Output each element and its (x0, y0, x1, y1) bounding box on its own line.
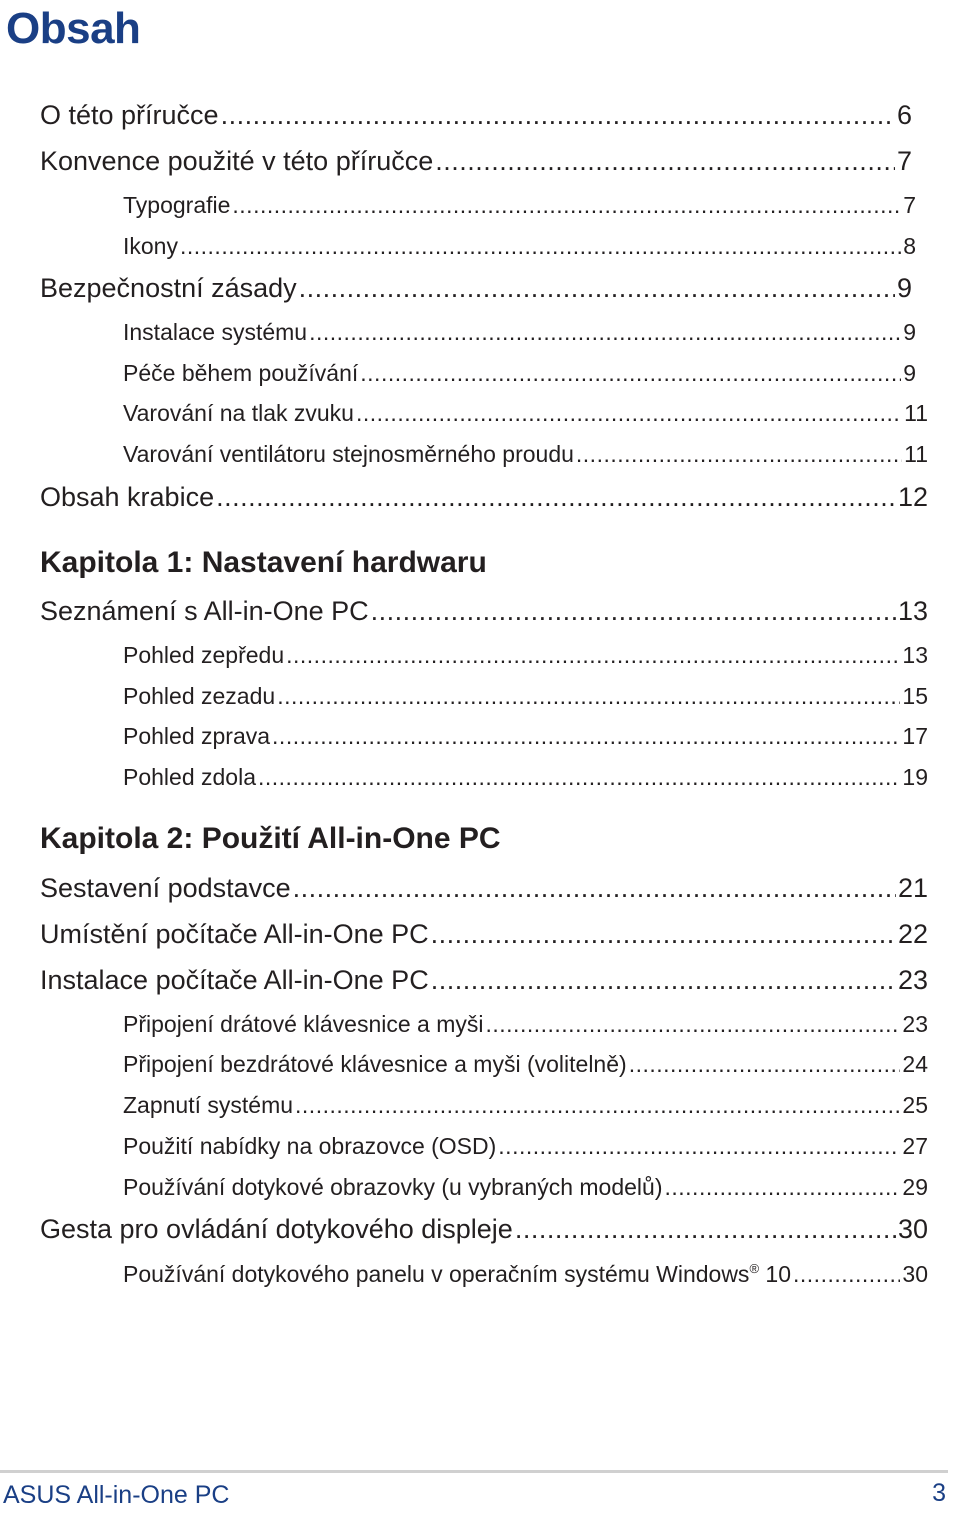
toc-entry-title: Připojení bezdrátové klávesnice a myši (volitelně) (123, 1051, 627, 1077)
toc-entry-title-main: Používání dotykového panelu v operačním systému Windows (123, 1261, 750, 1287)
toc-entry-title: Použití nabídky na obrazovce (OSD) (123, 1133, 497, 1159)
footer-product-name: ASUS All-in-One PC (3, 1481, 230, 1509)
toc-entry-page: 7 (896, 146, 912, 176)
toc-subentry[interactable] (123, 1089, 928, 1121)
toc-entry-page: 19 (902, 764, 928, 790)
toc-entry-title: Sestavení podstavce (40, 873, 291, 903)
toc-subentry[interactable] (123, 639, 928, 671)
toc-entry-title: Pohled zprava (123, 723, 271, 749)
dot-leader (299, 270, 895, 306)
toc-entry-page: 30 (897, 1214, 928, 1244)
dot-leader (293, 870, 896, 906)
footer-page-number: 3 (932, 1479, 946, 1507)
toc-entry-title: Pohled zdola (123, 764, 256, 790)
toc-entry-page: 7 (903, 192, 916, 218)
toc-entry[interactable] (40, 143, 912, 179)
toc-entry[interactable] (40, 916, 928, 952)
chapter-heading[interactable]: Kapitola 2: Použití All-in-One PC (40, 822, 501, 855)
toc-entry-page: 11 (904, 441, 928, 467)
toc-entry-title: Používání dotykové obrazovky (u vybraných modelů) (123, 1174, 663, 1200)
registered-mark: ® (749, 1261, 760, 1276)
toc-entry-page: 9 (903, 360, 916, 386)
toc-entry-title: Pohled zezadu (123, 683, 276, 709)
dot-leader (486, 1008, 901, 1040)
toc-entry-page: 13 (902, 642, 928, 668)
toc-entry-title: Zapnutí systému (123, 1092, 294, 1118)
toc-entry[interactable] (40, 479, 928, 515)
toc-subentry[interactable] (123, 720, 928, 752)
dot-leader (221, 97, 895, 133)
toc-subentry[interactable] (123, 1130, 928, 1162)
dot-leader (356, 397, 902, 429)
dot-leader (295, 1089, 900, 1121)
toc-entry-title: Instalace systému (123, 319, 308, 345)
dot-leader (258, 761, 900, 793)
toc-subentry[interactable] (123, 397, 928, 429)
dot-leader (793, 1258, 900, 1290)
dot-leader (277, 680, 900, 712)
toc-entry-title: Instalace počítače All-in-One PC (40, 965, 429, 995)
toc-entry-title: Varování ventilátoru stejnosměrného proudu (123, 441, 574, 467)
toc-entry-page: 21 (897, 873, 928, 903)
dot-leader (360, 357, 901, 389)
toc-entry[interactable] (40, 270, 912, 306)
chapter-heading[interactable]: Kapitola 1: Nastavení hardwaru (40, 546, 487, 579)
dot-leader (431, 916, 896, 952)
dot-leader (216, 479, 896, 515)
toc-entry-title: O této příručce (40, 100, 219, 130)
toc-subentry[interactable] (123, 316, 916, 348)
toc-entry-page: 25 (902, 1092, 928, 1118)
toc-entry-title-suffix: 10 (759, 1261, 792, 1287)
toc-entry[interactable] (40, 593, 928, 629)
toc-entry-title: Typografie (123, 192, 231, 218)
toc-entry-page: 9 (896, 273, 912, 303)
toc-entry-title: Varování na tlak zvuku (123, 400, 354, 426)
dot-leader (576, 438, 902, 470)
toc-entry-title: Pohled zepředu (123, 642, 285, 668)
toc-entry-page: 24 (902, 1051, 928, 1077)
dot-leader (629, 1048, 901, 1080)
dot-leader (371, 593, 896, 629)
toc-subentry[interactable] (123, 189, 916, 221)
toc-subentry[interactable] (123, 1258, 928, 1290)
toc-entry-page: 23 (902, 1011, 928, 1037)
toc-entry-page: 22 (897, 919, 928, 949)
dot-leader (515, 1211, 896, 1247)
toc-entry-title: Ikony (123, 233, 178, 259)
toc-entry-title: Gesta pro ovládání dotykového displeje (40, 1214, 513, 1244)
toc-subentry[interactable] (123, 438, 928, 470)
dot-leader (232, 189, 901, 221)
dot-leader (272, 720, 900, 752)
toc-subentry[interactable] (123, 357, 916, 389)
toc-subentry[interactable] (123, 1171, 928, 1203)
toc-entry-title: Umístění počítače All-in-One PC (40, 919, 429, 949)
dot-leader (286, 639, 900, 671)
dot-leader (435, 143, 895, 179)
toc-entry-page: 13 (897, 596, 928, 626)
toc-subentry[interactable] (123, 761, 928, 793)
toc-entry-title: Připojení drátové klávesnice a myši (123, 1011, 484, 1037)
toc-entry-page: 30 (902, 1261, 928, 1287)
toc-entry[interactable] (40, 870, 928, 906)
toc-entry-page: 15 (902, 683, 928, 709)
toc-entry-page: 23 (897, 965, 928, 995)
toc-entry-title (123, 1258, 791, 1290)
toc-entry-page: 6 (896, 100, 912, 130)
dot-leader (498, 1130, 900, 1162)
footer-rule (0, 1470, 948, 1473)
toc-entry[interactable] (40, 1211, 928, 1247)
toc-entry-page: 9 (903, 319, 916, 345)
toc-subentry[interactable] (123, 230, 916, 262)
toc-entry-page: 27 (902, 1133, 928, 1159)
toc-entry-page: 17 (902, 723, 928, 749)
toc-entry-title: Obsah krabice (40, 482, 215, 512)
toc-entry[interactable] (40, 962, 928, 998)
dot-leader (309, 316, 901, 348)
toc-subentry[interactable] (123, 680, 928, 712)
toc-entry-page: 8 (903, 233, 916, 259)
toc-entry-title: Péče během používání (123, 360, 359, 386)
toc-subentry[interactable] (123, 1048, 928, 1080)
toc-entry-page: 29 (902, 1174, 928, 1200)
toc-entry[interactable] (40, 97, 912, 133)
dot-leader (431, 962, 896, 998)
toc-entry-page: 11 (904, 400, 928, 426)
toc-entry-title: Konvence použité v této příručce (40, 146, 434, 176)
dot-leader (180, 230, 901, 262)
toc-entry-page: 12 (897, 482, 928, 512)
dot-leader (665, 1171, 901, 1203)
page-title: Obsah (6, 4, 141, 53)
toc-entry-title: Seznámení s All-in-One PC (40, 596, 369, 626)
toc-subentry[interactable] (123, 1008, 928, 1040)
toc-entry-title: Bezpečnostní zásady (40, 273, 297, 303)
